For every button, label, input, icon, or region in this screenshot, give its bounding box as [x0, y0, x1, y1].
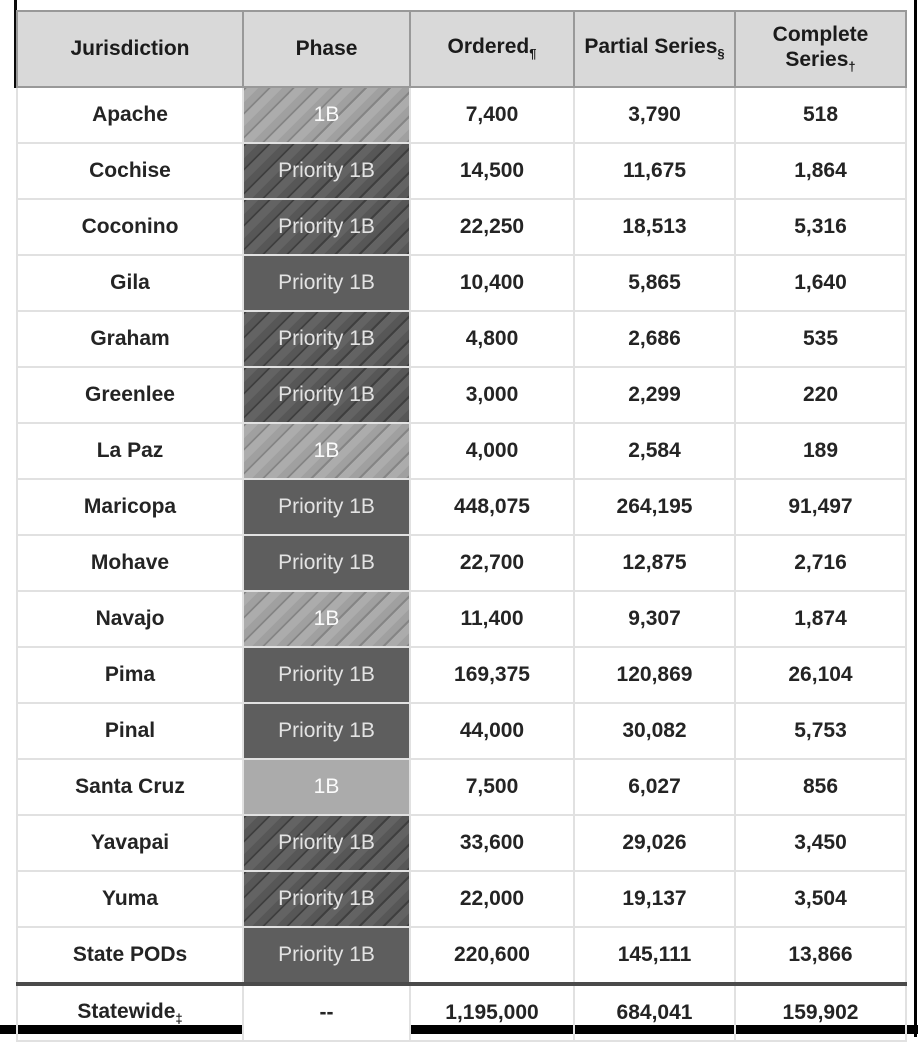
phase-label: Priority 1B	[278, 719, 375, 742]
phase-label: Priority 1B	[278, 943, 375, 966]
complete-series-value: 91,497	[788, 495, 853, 518]
jurisdiction-cell	[17, 647, 243, 703]
ordered-value: 33,600	[459, 831, 525, 854]
partial-series-cell	[574, 479, 735, 535]
jurisdiction-cell	[17, 759, 243, 815]
partial-series-value: 145,111	[617, 943, 692, 966]
partial-series-cell	[574, 703, 735, 759]
jurisdiction-cell	[17, 255, 243, 311]
ordered-value: 22,250	[459, 215, 525, 238]
partial-series-value: 19,137	[622, 887, 687, 910]
table-footer	[17, 984, 906, 1041]
phase-cell	[243, 479, 410, 535]
ordered-cell	[410, 591, 574, 647]
partial-series-value: 2,584	[628, 439, 681, 462]
table-row	[17, 423, 906, 479]
jurisdiction-label: Greenlee	[85, 383, 175, 406]
partial-series-value: 30,082	[622, 719, 687, 742]
ordered-cell	[410, 479, 574, 535]
ordered-value: 220,600	[454, 943, 530, 966]
ordered-cell	[410, 759, 574, 815]
partial-series-cell	[574, 255, 735, 311]
partial-series-value: 6,027	[628, 775, 681, 798]
partial-series-value: 120,869	[616, 663, 693, 686]
table-row	[17, 703, 906, 759]
phase-cell	[243, 815, 410, 871]
partial-series-cell	[574, 367, 735, 423]
complete-series-value: 535	[802, 327, 839, 350]
jurisdiction-cell	[17, 927, 243, 984]
complete-series-value: 2,716	[794, 551, 847, 574]
table-row	[17, 87, 906, 143]
jurisdiction-cell	[17, 311, 243, 367]
jurisdiction-cell	[17, 479, 243, 535]
table-row	[17, 647, 906, 703]
partial-series-value: 11,675	[622, 159, 687, 182]
ordered-cell	[410, 423, 574, 479]
phase-cell	[243, 759, 410, 815]
phase-label: Priority 1B	[278, 831, 375, 854]
table-row	[17, 311, 906, 367]
complete-series-cell	[735, 367, 906, 423]
complete-series-value: 189	[802, 439, 839, 462]
table-row	[17, 591, 906, 647]
jurisdiction-cell	[17, 87, 243, 143]
ordered-cell	[410, 535, 574, 591]
ordered-cell	[410, 927, 574, 984]
phase-label: 1B	[313, 775, 340, 798]
ordered-value: 44,000	[459, 719, 525, 742]
table-row	[17, 367, 906, 423]
ordered-cell	[410, 703, 574, 759]
header-label: Jurisdiction	[70, 36, 190, 60]
complete-series-cell	[735, 479, 906, 535]
column-header-ordered	[410, 11, 574, 87]
jurisdiction-cell	[17, 423, 243, 479]
header-label: Partial Series	[584, 35, 718, 59]
phase-cell	[243, 871, 410, 927]
jurisdiction-cell	[17, 199, 243, 255]
ordered-cell	[410, 367, 574, 423]
footnote-mark-section: §	[717, 46, 725, 62]
phase-cell	[243, 367, 410, 423]
partial-series-cell	[574, 143, 735, 199]
complete-series-value: 220	[802, 383, 839, 406]
column-header-phase	[243, 11, 410, 87]
partial-series-cell	[574, 815, 735, 871]
ordered-value: 4,000	[465, 439, 519, 462]
phase-label: 1B	[313, 439, 340, 462]
table-row	[17, 479, 906, 535]
phase-cell	[243, 87, 410, 143]
phase-label: Priority 1B	[278, 887, 375, 910]
partial-series-value: 12,875	[622, 551, 687, 574]
header-row	[17, 11, 906, 87]
table-row	[17, 871, 906, 927]
partial-series-value: 3,790	[628, 103, 681, 126]
complete-series-cell	[735, 255, 906, 311]
jurisdiction-cell	[17, 143, 243, 199]
phase-cell	[243, 311, 410, 367]
partial-series-value: 264,195	[616, 495, 693, 518]
partial-series-cell	[574, 199, 735, 255]
partial-series-value: 2,686	[628, 327, 681, 350]
complete-series-cell	[735, 815, 906, 871]
partial-series-value: 18,513	[622, 215, 687, 238]
ordered-value: 14,500	[459, 159, 525, 182]
jurisdiction-label: Apache	[92, 103, 168, 126]
complete-series-value: 1,640	[794, 271, 847, 294]
partial-series-cell	[574, 927, 735, 984]
complete-series-value: 856	[802, 775, 839, 798]
jurisdiction-label: La Paz	[96, 439, 164, 462]
ordered-cell	[410, 87, 574, 143]
header-label: Phase	[295, 36, 358, 60]
ordered-cell	[410, 255, 574, 311]
column-header-partial-series	[574, 11, 735, 87]
jurisdiction-label: Gila	[110, 271, 150, 294]
ordered-value: 7,500	[465, 775, 519, 798]
jurisdiction-cell	[17, 367, 243, 423]
phase-cell	[243, 984, 410, 1041]
complete-series-value: 26,104	[788, 663, 853, 686]
complete-series-value: 5,753	[794, 719, 847, 742]
ordered-value: 3,000	[465, 383, 519, 406]
phase-label: Priority 1B	[278, 271, 375, 294]
header-label: Complete Series	[772, 23, 869, 71]
jurisdiction-label: Santa Cruz	[75, 775, 185, 798]
phase-cell	[243, 535, 410, 591]
table-row	[17, 255, 906, 311]
partial-series-cell	[574, 647, 735, 703]
ordered-value: 169,375	[454, 663, 530, 686]
jurisdiction-cell	[17, 703, 243, 759]
complete-series-cell	[735, 311, 906, 367]
complete-series-cell	[735, 535, 906, 591]
ordered-value: 10,400	[459, 271, 525, 294]
table-row	[17, 143, 906, 199]
complete-series-value: 3,504	[794, 887, 847, 910]
phase-label: Priority 1B	[278, 327, 375, 350]
partial-series-cell	[574, 311, 735, 367]
partial-series-cell	[574, 759, 735, 815]
phase-label: 1B	[313, 607, 340, 630]
complete-series-cell	[735, 647, 906, 703]
table-row	[17, 199, 906, 255]
phase-cell	[243, 703, 410, 759]
jurisdiction-label: Graham	[90, 327, 170, 350]
partial-series-value: 5,865	[628, 271, 681, 294]
jurisdiction-label: Navajo	[95, 607, 165, 630]
footnote-mark-double-dagger: ‡	[175, 1011, 183, 1027]
phase-cell	[243, 143, 410, 199]
complete-series-cell	[735, 871, 906, 927]
partial-series-value: 9,307	[628, 607, 681, 630]
phase-cell	[243, 255, 410, 311]
phase-cell	[243, 199, 410, 255]
complete-series-cell	[735, 759, 906, 815]
jurisdiction-label: Yuma	[101, 887, 159, 910]
jurisdiction-label: Yavapai	[90, 831, 170, 854]
jurisdiction-label: Pima	[104, 663, 156, 686]
column-header-complete-series	[735, 11, 906, 87]
ordered-value: 1,195,000	[445, 1001, 539, 1024]
jurisdiction-cell	[17, 815, 243, 871]
phase-cell	[243, 591, 410, 647]
ordered-cell	[410, 311, 574, 367]
ordered-value: 22,000	[459, 887, 525, 910]
column-header-jurisdiction	[17, 11, 243, 87]
partial-series-cell	[574, 871, 735, 927]
complete-series-value: 1,864	[794, 159, 847, 182]
table-header	[17, 11, 906, 87]
table-row	[17, 815, 906, 871]
jurisdiction-label: Statewide	[77, 999, 176, 1023]
footnote-mark-dagger: †	[848, 58, 856, 74]
table-row	[17, 759, 906, 815]
partial-series-value: 684,041	[616, 1001, 693, 1024]
vaccine-distribution-table	[16, 10, 907, 1042]
complete-series-cell	[735, 703, 906, 759]
footnote-mark-pilcrow: ¶	[529, 46, 537, 62]
jurisdiction-label: Cochise	[89, 159, 171, 182]
ordered-value: 11,400	[460, 607, 524, 630]
jurisdiction-cell	[17, 871, 243, 927]
jurisdiction-label: State PODs	[72, 943, 188, 966]
ordered-cell	[410, 647, 574, 703]
complete-series-value: 518	[802, 103, 839, 126]
complete-series-cell	[735, 984, 906, 1041]
phase-cell	[243, 647, 410, 703]
partial-series-cell	[574, 87, 735, 143]
jurisdiction-label: Coconino	[81, 215, 179, 238]
phase-cell	[243, 927, 410, 984]
ordered-value: 4,800	[465, 327, 519, 350]
partial-series-cell	[574, 535, 735, 591]
phase-label: Priority 1B	[278, 495, 375, 518]
phase-label: Priority 1B	[278, 215, 375, 238]
phase-label: Priority 1B	[278, 663, 375, 686]
jurisdiction-label: Mohave	[90, 551, 170, 574]
table-row	[17, 927, 906, 984]
partial-series-cell	[574, 423, 735, 479]
table-row	[17, 535, 906, 591]
ordered-cell	[410, 815, 574, 871]
jurisdiction-label: Maricopa	[83, 495, 177, 518]
complete-series-value: 13,866	[788, 943, 853, 966]
page-border-right	[914, 0, 917, 1037]
phase-label: 1B	[313, 103, 340, 126]
jurisdiction-label: Pinal	[104, 719, 156, 742]
complete-series-value: 5,316	[794, 215, 847, 238]
complete-series-cell	[735, 927, 906, 984]
jurisdiction-cell	[17, 591, 243, 647]
ordered-cell	[410, 199, 574, 255]
ordered-cell	[410, 143, 574, 199]
statewide-total-row	[17, 984, 906, 1041]
ordered-cell	[410, 871, 574, 927]
table-body	[17, 87, 906, 984]
phase-label: Priority 1B	[278, 383, 375, 406]
partial-series-cell	[574, 984, 735, 1041]
ordered-cell	[410, 984, 574, 1041]
phase-label: Priority 1B	[278, 159, 375, 182]
complete-series-value: 3,450	[794, 831, 847, 854]
partial-series-cell	[574, 591, 735, 647]
phase-label: Priority 1B	[278, 551, 375, 574]
complete-series-value: 1,874	[794, 607, 847, 630]
complete-series-cell	[735, 423, 906, 479]
ordered-value: 22,700	[459, 551, 525, 574]
ordered-value: 7,400	[465, 103, 519, 126]
ordered-value: 448,075	[454, 495, 530, 518]
complete-series-value: 159,902	[782, 1001, 859, 1024]
complete-series-cell	[735, 199, 906, 255]
partial-series-value: 29,026	[622, 831, 687, 854]
complete-series-cell	[735, 143, 906, 199]
jurisdiction-cell	[17, 984, 243, 1041]
complete-series-cell	[735, 591, 906, 647]
partial-series-value: 2,299	[628, 383, 681, 406]
complete-series-cell	[735, 87, 906, 143]
jurisdiction-cell	[17, 535, 243, 591]
phase-label: --	[319, 1001, 334, 1024]
phase-cell	[243, 423, 410, 479]
header-label: Ordered	[447, 35, 530, 59]
